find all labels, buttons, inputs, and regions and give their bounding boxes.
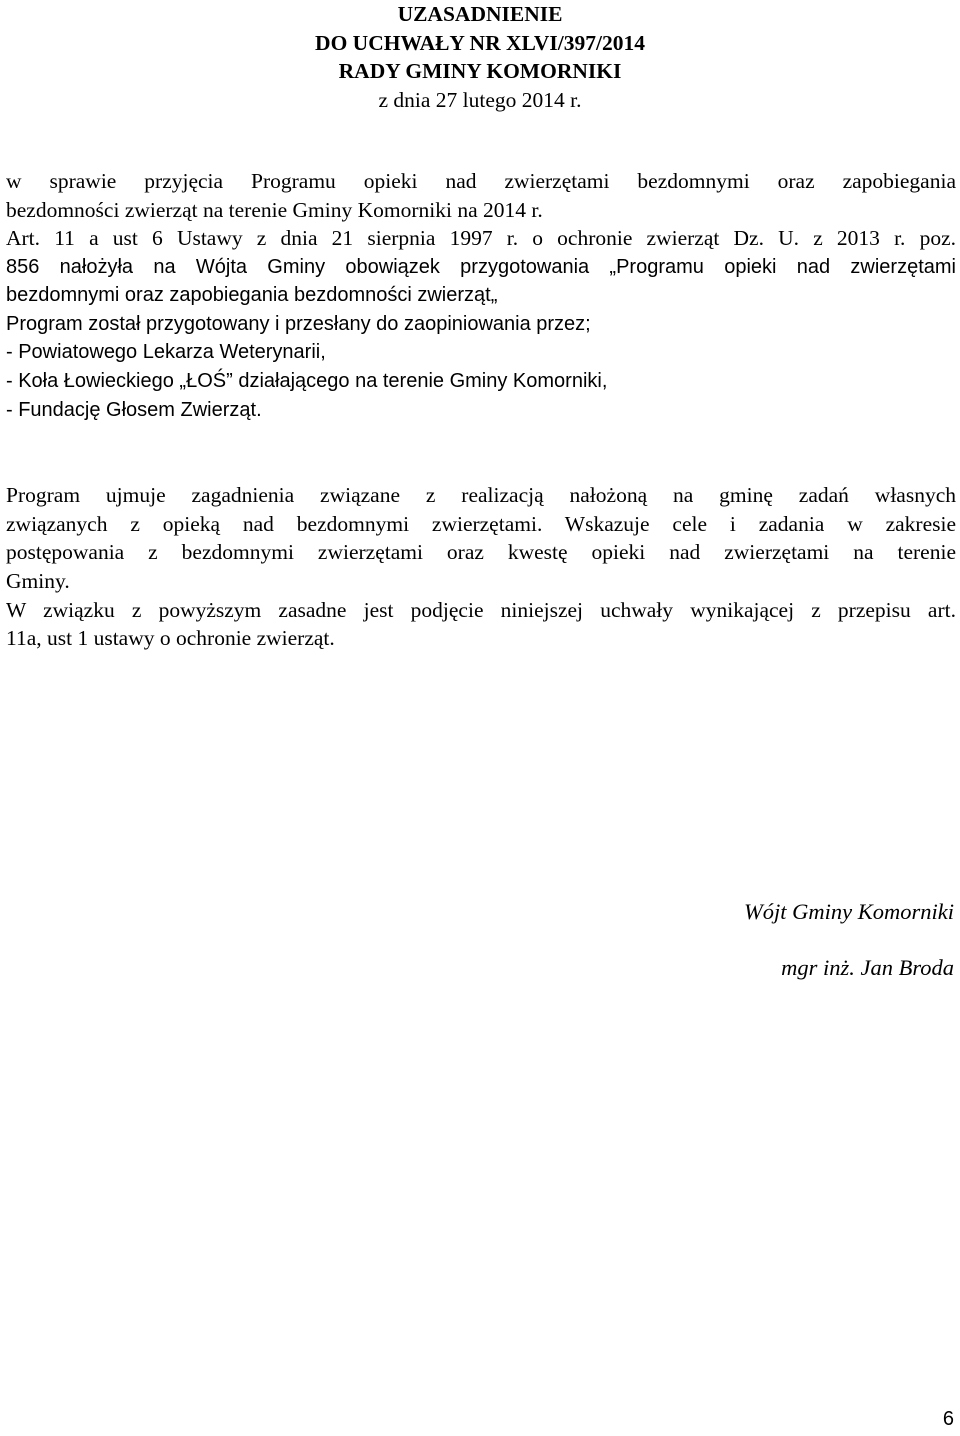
body-line: związanych z opieką nad bezdomnymi zwierzętami. Wskazuje cele i zadania w zakresie bbox=[6, 511, 956, 536]
subject-paragraph bbox=[6, 167, 956, 224]
signature-title: Wójt Gminy Komorniki bbox=[744, 899, 954, 924]
page-number: 6 bbox=[942, 1408, 954, 1430]
subject-line: w sprawie przyjęcia Programu opieki nad zwierzętami bezdomnymi oraz zapobiegania bbox=[6, 169, 956, 193]
resolution-number: DO UCHWAŁY NR XLVI/397/2014 bbox=[315, 30, 645, 55]
body-line: Program został przygotowany i przesłany do zaopiniowania przez; bbox=[6, 312, 591, 335]
body-line: Program ujmuje zagadnienia związane z realizacją nałożoną na gminę zadań własnych bbox=[6, 483, 956, 508]
doc-type-title: UZASADNIENIE bbox=[397, 2, 563, 26]
body-line: bezdomnymi oraz zapobiegania bezdomności zwierząt„ bbox=[6, 284, 498, 307]
body-line: Gminy. bbox=[6, 568, 70, 593]
document-heading bbox=[0, 0, 960, 114]
council-name: RADY GMINY KOMORNIKI bbox=[338, 59, 622, 83]
body-line: 11a, ust 1 ustawy o ochronie zwierząt. bbox=[6, 626, 335, 651]
body-line: postępowania z bezdomnymi zwierzętami oraz kwestę opieki nad zwierzętami na terenie bbox=[6, 540, 956, 565]
body-line: Art. 11 a ust 6 Ustawy z dnia 21 sierpnia 1997 r. o ochronie zwierząt Dz. U. z 2013 r. poz. bbox=[6, 226, 956, 250]
subject-line: bezdomności zwierząt na terenie Gminy Komorniki na 2014 r. bbox=[6, 197, 543, 222]
signature-name: mgr inż. Jan Broda bbox=[781, 955, 954, 980]
list-item: - Fundację Głosem Zwierząt. bbox=[6, 398, 262, 421]
resolution-date: z dnia 27 lutego 2014 r. bbox=[378, 87, 582, 112]
body-line: W związku z powyższym zasadne jest podjęcie niniejszej uchwały wynikającej z przepisu art. bbox=[6, 597, 956, 622]
body-line: 856 nałożyła na Wójta Gminy obowiązek przygotowania „Programu opieki nad zwierzętami bbox=[6, 255, 956, 278]
spacer bbox=[6, 424, 956, 481]
list-item: - Koła Łowieckiego „ŁOŚ” działającego na terenie Gminy Komorniki, bbox=[6, 369, 608, 392]
document-body bbox=[6, 224, 956, 653]
list-item: - Powiatowego Lekarza Weterynarii, bbox=[6, 341, 326, 364]
